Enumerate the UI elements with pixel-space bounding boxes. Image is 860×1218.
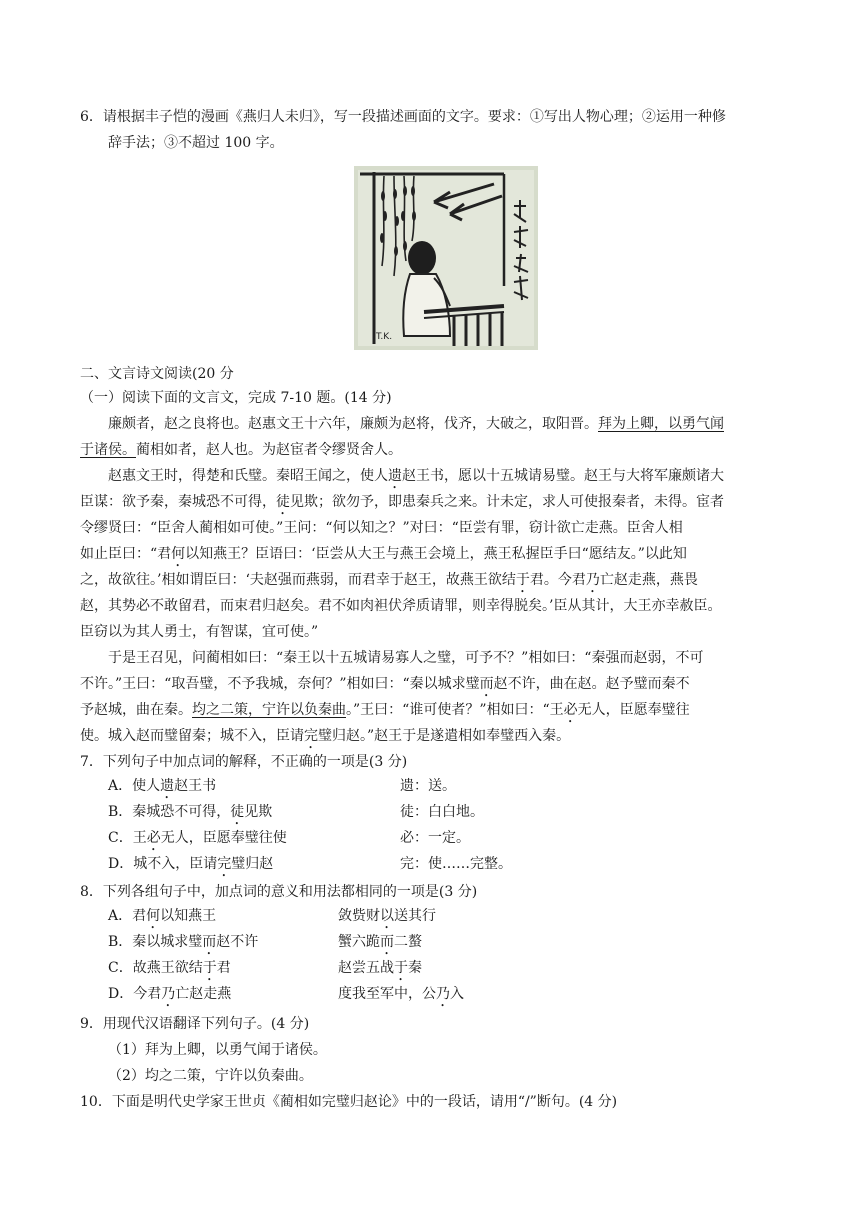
passage-text: 蔺相如者，赵人也。为赵宦者令缪贤舍人。 xyxy=(136,442,402,458)
option-text: 入 xyxy=(450,986,464,1002)
passage-text: 赵王书，愿以十五城请易璧。赵王与大将军廉颇诸大 xyxy=(402,468,724,484)
option-text: 以知燕王 xyxy=(160,908,217,924)
passage-line xyxy=(80,492,724,518)
q6-line2: 辞手法；③不超过 100 字。 xyxy=(108,135,284,151)
option-text: B．秦以城求璧 xyxy=(108,934,203,950)
passage-line xyxy=(108,466,724,492)
option-text: 璧归赵 xyxy=(231,856,274,872)
option-text: 二螯 xyxy=(394,934,422,950)
passage-text: 赵惠文王时，得楚和氏璧。秦昭王闻之，使人 xyxy=(108,468,388,484)
dotted-word: 何 xyxy=(171,546,186,562)
dotted-word: 而 xyxy=(479,676,494,692)
q9-sentence-1: （1）拜为上卿，以勇气闻于诸侯。 xyxy=(108,1042,327,1058)
passage-line xyxy=(80,544,687,570)
q8-option-c-right xyxy=(338,958,422,984)
dotted-word: 乃 xyxy=(436,986,450,1002)
option-text: 秦 xyxy=(408,960,422,976)
option-text: D．城不入，臣请 xyxy=(108,856,218,872)
dotted-word: 遗 xyxy=(160,778,175,794)
option-text: A．使人 xyxy=(108,778,161,794)
dotted-word: 而 xyxy=(380,934,394,950)
passage-text: 。”王曰：“谁可使者？”相如曰：“王 xyxy=(346,702,564,718)
option-text: C．王 xyxy=(108,830,147,846)
dotted-word: 而 xyxy=(202,934,217,950)
option-text: A．君 xyxy=(108,908,147,924)
q7-gloss-c: 必：一定。 xyxy=(400,830,470,846)
dotted-word: 乃 xyxy=(585,572,600,588)
passage-line xyxy=(80,726,570,752)
option-text: 赵王书 xyxy=(174,778,217,794)
option-text: 蟹六跪 xyxy=(338,934,380,950)
passage-text: 之，故欲往。’相如谓臣曰：‘夫赵强而燕弱，而君幸于赵王，故燕王欲结 xyxy=(80,572,516,588)
passage-text: 君。今君 xyxy=(529,572,586,588)
dotted-word: 何 xyxy=(146,908,161,924)
passage-line: 令缪贤曰：“臣舍人蔺相如可使。”王问：“何以知之？”对曰：“臣尝有罪，窃计欲亡走燕。臣舍人相 xyxy=(80,520,683,536)
dotted-word: 于 xyxy=(394,960,408,976)
passage-line xyxy=(80,674,690,700)
comic-signature: T.K. xyxy=(376,332,393,342)
passage-line xyxy=(80,440,402,460)
passage-text: 见欺；欲勿予，即患秦兵之来。计未定，求人可使报秦者，未得。宦者 xyxy=(290,494,724,510)
q7-gloss-b: 徒：白白地。 xyxy=(400,804,484,820)
dotted-word: 徒 xyxy=(276,494,290,510)
q7-gloss-d: 完：使……完整。 xyxy=(400,856,512,872)
option-text: 无人，臣愿奉璧往使 xyxy=(160,830,287,846)
passage-text: 赵不许，曲在赵。赵予璧而秦不 xyxy=(493,676,690,692)
dotted-word: 于 xyxy=(202,960,217,976)
q7-option-d xyxy=(108,854,273,880)
q8-option-d-right xyxy=(338,984,464,1010)
passage-line: 赵，其势必不敢留君，而束君归赵矣。君不如肉袒伏斧质请罪，则幸得脱矣。’臣从其计，大王亦幸赦臣。 xyxy=(80,598,722,614)
q8-option-b-left xyxy=(108,932,258,958)
comic-illustration xyxy=(354,166,538,350)
passage-text: 予赵城，曲在秦。 xyxy=(80,702,192,718)
dotted-word: 以 xyxy=(380,908,394,924)
q7-option-b xyxy=(108,802,272,828)
dotted-word: 必 xyxy=(563,702,578,718)
option-text: 赵不许 xyxy=(216,934,259,950)
dotted-word: 于 xyxy=(515,572,530,588)
option-text: 见欺 xyxy=(244,804,273,820)
q8-option-a-left xyxy=(108,906,216,932)
dotted-word: 遗 xyxy=(388,468,402,484)
q8-stem: 8．下列各组句子中，加点词的意义和用法都相同的一项是(3 分) xyxy=(80,884,478,900)
option-text: C．故燕王欲结 xyxy=(108,960,203,976)
q8-option-d-left xyxy=(108,984,231,1010)
section2-sub1: （一）阅读下面的文言文，完成 7-10 题。(14 分) xyxy=(80,390,392,406)
comic-drawing xyxy=(354,166,538,350)
option-text: 赵尝五战 xyxy=(338,960,394,976)
passage-text: 臣谋：欲予秦，秦城恐不可得， xyxy=(80,494,276,510)
passage-line xyxy=(80,570,698,596)
option-text: 亡赵走燕 xyxy=(175,986,232,1002)
underlined-text: 均之二策，宁许以负秦曲 xyxy=(192,702,346,718)
passage-text: 廉颇者，赵之良将也。赵惠文王十六年，廉颇为赵将，伐齐，大破之，取阳晋。 xyxy=(108,416,598,432)
dotted-word: 徒 xyxy=(230,804,245,820)
passage-text: 亡赵走燕，燕畏 xyxy=(599,572,698,588)
q9-stem: 9．用现代汉语翻译下列句子。(4 分) xyxy=(80,1016,310,1032)
passage-text: 不许。”王曰：“取吾璧，不予我城，奈何？”相如曰：“秦以城求璧 xyxy=(80,676,480,692)
q8-option-c-left xyxy=(108,958,231,984)
passage-text: 以知燕王？臣语曰：‘臣尝从大王与燕王会境上，燕王私握臣手曰“愿结友。”以此知 xyxy=(185,546,687,562)
passage-line xyxy=(80,700,690,726)
dotted-word: 完 xyxy=(217,856,232,872)
passage-line: 臣窃以为其人勇士，有智谋，宜可使。” xyxy=(80,624,319,640)
q7-gloss-a: 遗：送。 xyxy=(400,778,456,794)
q7-stem: 7．下列句子中加点词的解释，不正确的一项是(3 分) xyxy=(80,754,408,770)
passage-line xyxy=(108,414,724,434)
q9-sentence-2: （2）均之二策，宁许以负秦曲。 xyxy=(108,1068,313,1084)
option-text: 度我至军中，公 xyxy=(338,986,436,1002)
q7-option-a xyxy=(108,776,216,802)
passage-text: 璧归赵。”赵王于是遂遣相如奉璧西入秦。 xyxy=(318,728,571,744)
underlined-text: 拜为上卿，以勇气闻 xyxy=(598,416,724,432)
dotted-word: 乃 xyxy=(161,986,176,1002)
option-text: 敛赀财 xyxy=(338,908,380,924)
q6-line1: 6．请根据丰子恺的漫画《燕归人未归》，写一段描述画面的文字。要求：①写出人物心理；②运用一种修 xyxy=(80,109,726,125)
dotted-word: 必 xyxy=(146,830,161,846)
option-text: D．今君 xyxy=(108,986,162,1002)
underlined-text: 于诸侯。 xyxy=(80,442,136,458)
option-text: 君 xyxy=(216,960,231,976)
option-text: B．秦城恐不可得， xyxy=(108,804,231,820)
passage-line: 于是王召见，问蔺相如曰：“秦王以十五城请易寡人之璧，可予不？”相如曰：“秦强而赵弱，不可 xyxy=(108,650,704,666)
passage-text: 如止臣曰：“君 xyxy=(80,546,172,562)
dotted-word: 完 xyxy=(304,728,318,744)
q7-option-c xyxy=(108,828,287,854)
option-text: 送其行 xyxy=(394,908,436,924)
section2-title: 二、文言诗文阅读(20 分 xyxy=(80,366,234,382)
passage-text: 使。城入赵而璧留秦；城不入，臣请 xyxy=(80,728,304,744)
q8-option-a-right xyxy=(338,906,436,932)
q8-option-b-right xyxy=(338,932,422,958)
q10-stem: 10．下面是明代史学家王世贞《蔺相如完璧归赵论》中的一段话，请用“/”断句。(4 分) xyxy=(80,1094,618,1110)
passage-text: 无人，臣愿奉璧往 xyxy=(577,702,690,718)
